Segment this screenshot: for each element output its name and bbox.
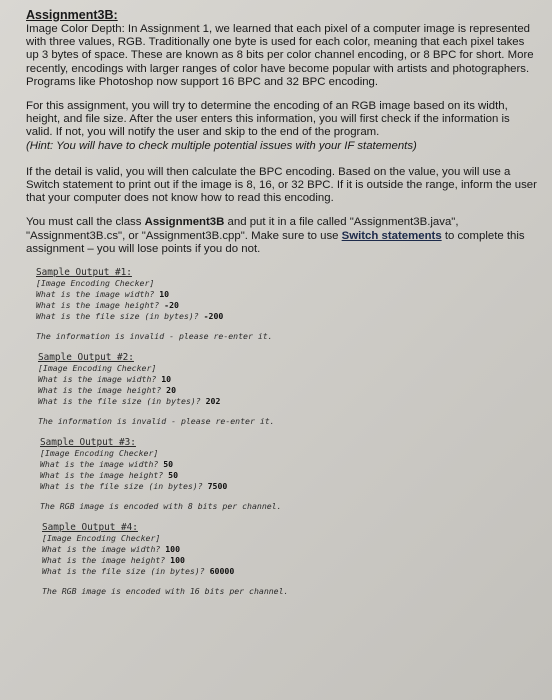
sample-heading: Sample Output #2: [38,352,134,364]
sample-line: What is the file size (in bytes)? -200 [36,311,224,322]
sample-line: What is the file size (in bytes)? 60000 [42,566,235,577]
sample-output-2 [38,352,538,427]
sample-line: What is the image width? 10 [38,374,172,385]
sample-output-3 [40,437,538,512]
sample-line: What is the image height? 50 [40,470,179,481]
sample-line: [Image Encoding Checker] [38,363,157,374]
sample-result: The RGB image is encoded with 16 bits per channel. [42,586,289,597]
sample-line: [Image Encoding Checker] [36,278,155,289]
sample-line: What is the image width? 10 [36,289,170,300]
class-name: Assignment3B [144,216,225,229]
sample-line: What is the image width? 100 [42,544,181,555]
sample-heading: Sample Output #4: [42,522,138,534]
sample-result: The information is invalid - please re-enter it. [36,331,273,342]
sample-output-4 [42,522,538,597]
sample-line: [Image Encoding Checker] [40,448,159,459]
requirements-paragraph: You must call the class Assignment3B and put it in a file called "Assignment3B.java", "Assignment3B.cs", or "Assignment3B.cpp". Make sure to use Switch statements to complete this assignment – you will lose points if you do not. [26,216,525,255]
sample-line: What is the image width? 50 [40,459,174,470]
hint-text: (Hint: You will have to check multiple potential issues with your IF statements) [26,139,417,152]
sample-heading: Sample Output #3: [40,437,136,449]
switch-paragraph: If the detail is valid, you will then calculate the BPC encoding. Based on the value, you will use a Switch statement to print out if the image is 8, 16, or 32 BPC. If it is outside the range, inform the user that your computer does not know how to read this encoding. [26,165,537,205]
task-paragraph: For this assignment, you will try to determine the encoding of an RGB image based on its width, height, and file size. After the user enters this information, you will first check if the information is valid. If not, you will notify the user and skip to the end of the program. [26,100,510,139]
sample-result: The RGB image is encoded with 8 bits per channel. [40,501,282,512]
sample-line: [Image Encoding Checker] [42,533,161,544]
sample-line: What is the image height? 100 [42,555,185,566]
sample-line: What is the file size (in bytes)? 7500 [40,481,228,492]
sample-output-1 [36,267,538,342]
assignment-title: Assignment3B: [26,8,118,22]
sample-line: What is the file size (in bytes)? 202 [38,396,221,407]
sample-heading: Sample Output #1: [36,267,132,279]
intro-paragraph: Image Color Depth: In Assignment 1, we learned that each pixel of a computer image is represented with three values, RGB. Traditionally one byte is used for each color, meaning that each pixel takes up 3 bytes of space. These are known as 8 bits per color channel encoding, or 8 BPC for short. More recently, encodings with larger ranges of color have become popular with artists and photographers. Programs like Photoshop now support 16 BPC and 32 BPC encoding. [26,23,534,88]
switch-statements-emphasis: Switch statements [341,229,442,242]
sample-line: What is the image height? -20 [36,300,179,311]
sample-result: The information is invalid - please re-enter it. [38,416,275,427]
sample-line: What is the image height? 20 [38,385,177,396]
